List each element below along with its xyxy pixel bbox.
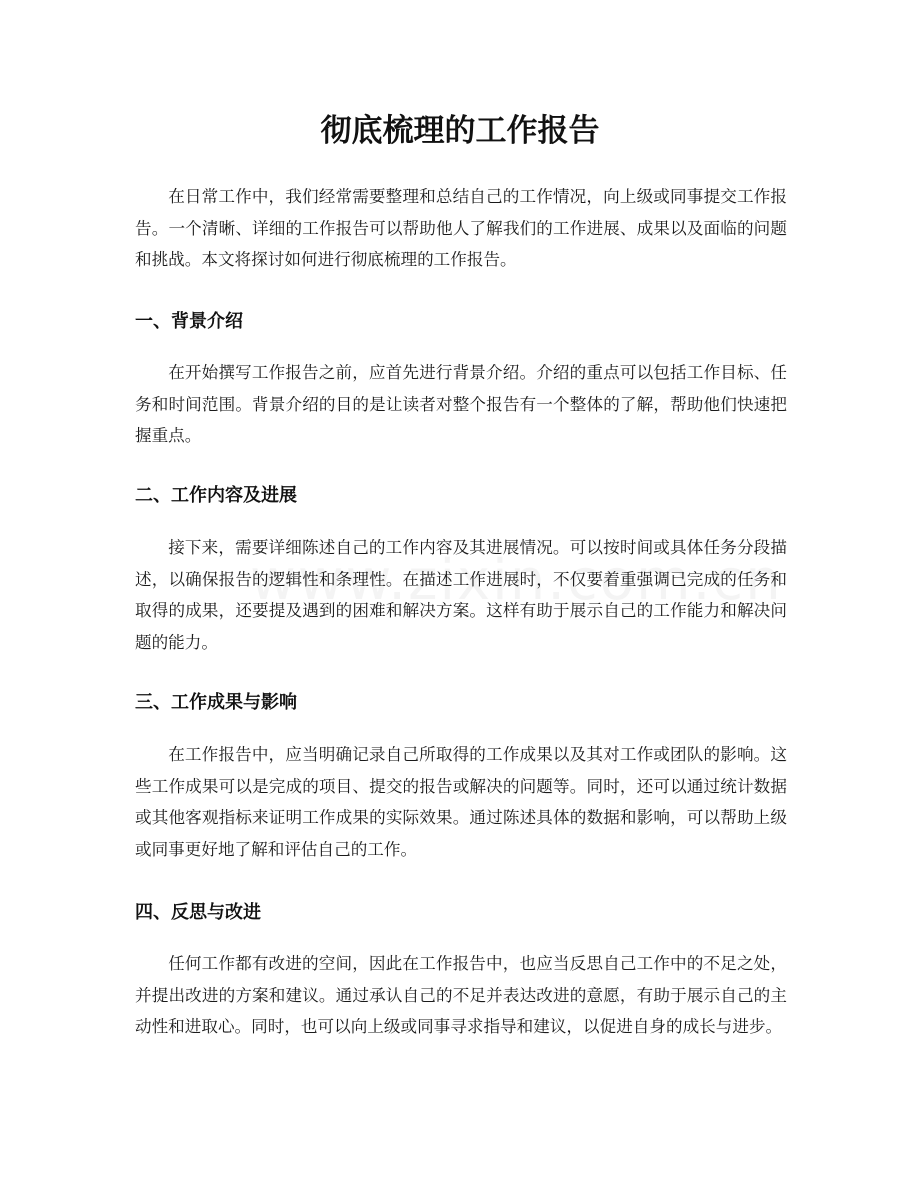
section-body-reflection: 任何工作都有改进的空间，因此在工作报告中，也应当反思自己工作中的不足之处，并提出改进的方案和建议。通过承认自己的不足并表达改进的意愿，有助于展示自己的主动性和进取心。同时，也可以向上级或同事寻求指导和建议，以促进自身的成长与进步。 bbox=[135, 954, 787, 1037]
section-heading-reflection: 四、反思与改进 bbox=[135, 902, 261, 923]
section-heading-background: 一、背景介绍 bbox=[135, 311, 243, 332]
section-body-background: 在开始撰写工作报告之前，应首先进行背景介绍。介绍的重点可以包括工作目标、任务和时间范围。背景介绍的目的是让读者对整个报告有一个整体的了解，帮助他们快速把握重点。 bbox=[135, 363, 787, 446]
section-body-work-progress: 接下来，需要详细陈述自己的工作内容及其进展情况。可以按时间或具体任务分段描述，以确保报告的逻辑性和条理性。在描述工作进展时，不仅要着重强调已完成的任务和取得的成果，还要提及遇到的困难和解决方案。这样有助于展示自己的工作能力和解决问题的能力。 bbox=[135, 538, 787, 652]
section-heading-work-progress: 二、工作内容及进展 bbox=[135, 485, 297, 506]
page-title: 彻底梳理的工作报告 bbox=[320, 113, 600, 149]
section-heading-results-impact: 三、工作成果与影响 bbox=[135, 692, 297, 713]
intro-paragraph: 在日常工作中，我们经常需要整理和总结自己的工作情况，向上级或同事提交工作报告。一个清晰、详细的工作报告可以帮助他人了解我们的工作进展、成果以及面临的问题和挑战。本文将探讨如何进行彻底梳理的工作报告。 bbox=[135, 187, 787, 270]
section-body-results-impact: 在工作报告中，应当明确记录自己所取得的工作成果以及其对工作或团队的影响。这些工作成果可以是完成的项目、提交的报告或解决的问题等。同时，还可以通过统计数据或其他客观指标来证明工作成果的实际效果。通过陈述具体的数据和影响，可以帮助上级或同事更好地了解和评估自己的工作。 bbox=[135, 745, 787, 859]
